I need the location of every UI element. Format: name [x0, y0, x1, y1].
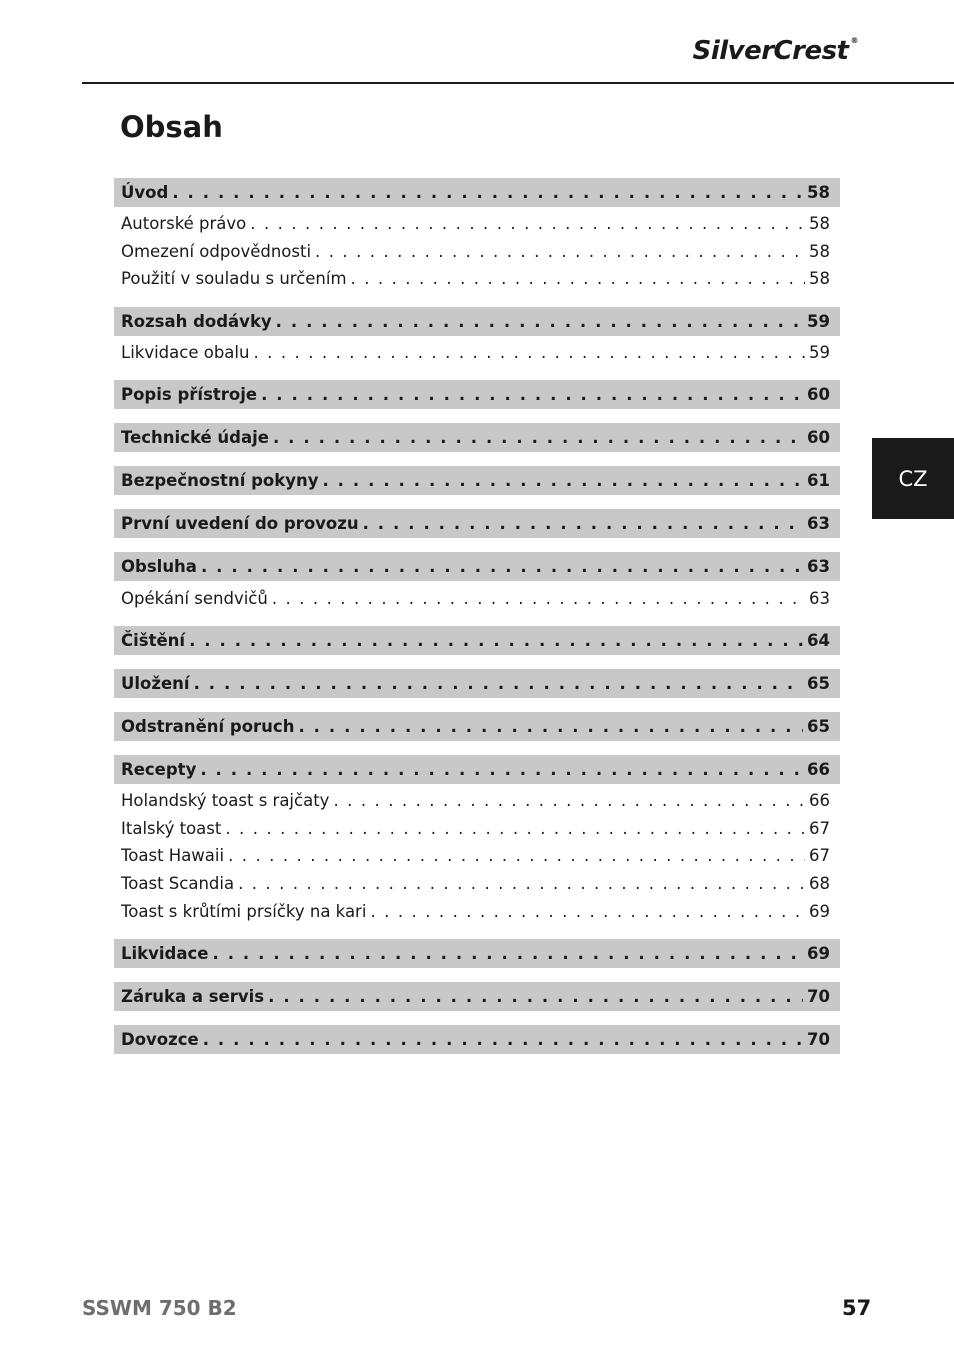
toc-chapter-entry[interactable]: [114, 712, 840, 741]
toc-chapter-entry[interactable]: [114, 380, 840, 409]
chapter-title: Bezpečnostní pokyny: [121, 471, 319, 491]
chapter-page: 64: [807, 630, 830, 650]
subsection-title: Omezení odpovědnosti: [121, 241, 312, 261]
toc-subsection-entry[interactable]: [121, 870, 830, 898]
toc-chapter-entry[interactable]: [114, 178, 840, 207]
subsection-page: 67: [809, 818, 830, 838]
page-number: 57: [842, 1296, 872, 1320]
toc-chapter-entry[interactable]: [114, 552, 840, 581]
chapter-page: 61: [807, 471, 830, 491]
dot-leader: [238, 874, 805, 893]
chapter-title: Uložení: [121, 673, 190, 693]
toc-subsection-entry[interactable]: [121, 238, 830, 266]
chapter-title: Obsluha: [121, 557, 197, 577]
subsection-page: 63: [809, 588, 830, 608]
subsection-title: Likvidace obalu: [121, 343, 250, 363]
chapter-page: 63: [807, 557, 830, 577]
toc-section: [114, 307, 840, 367]
subsection-page: 58: [809, 269, 830, 289]
subsection-title: Toast Scandia: [121, 874, 235, 894]
dot-leader: [172, 183, 803, 202]
dot-leader: [228, 846, 805, 865]
chapter-page: 69: [807, 943, 830, 963]
subsection-page: 66: [809, 791, 830, 811]
chapter-title: Odstranění poruch: [121, 716, 295, 736]
subsection-title: Opékání sendvičů: [121, 588, 268, 608]
dot-leader: [322, 471, 803, 490]
chapter-title: Recepty: [121, 759, 197, 779]
dot-leader: [201, 557, 803, 576]
model-number: SSWM 750 B2: [82, 1296, 237, 1320]
toc-section: [114, 423, 840, 452]
toc-chapter-entry[interactable]: [114, 669, 840, 698]
chapter-page: 60: [807, 385, 830, 405]
toc-section: [114, 626, 840, 655]
toc-section: [114, 939, 840, 968]
subsection-title: Toast s krůtími prsíčky na kari: [121, 901, 367, 921]
dot-leader: [298, 717, 803, 736]
dot-leader: [261, 385, 803, 404]
subsection-title: Toast Hawaii: [121, 846, 225, 866]
subsection-title: Holandský toast s rajčaty: [121, 791, 330, 811]
chapter-title: Čištění: [121, 630, 186, 650]
subsection-page: 69: [809, 901, 830, 921]
toc-section: [114, 380, 840, 409]
subsection-page: 58: [809, 241, 830, 261]
brand-logo: [693, 36, 858, 66]
toc-chapter-entry[interactable]: [114, 626, 840, 655]
toc-chapter-entry[interactable]: [114, 307, 840, 336]
chapter-title: Dovozce: [121, 1029, 199, 1049]
toc-subsection-entry[interactable]: [121, 842, 830, 870]
dot-leader: [250, 214, 805, 233]
toc-subsection-entry[interactable]: [121, 265, 830, 293]
table-of-contents: [114, 178, 840, 1068]
chapter-page: 70: [807, 986, 830, 1006]
subsection-page: 59: [809, 343, 830, 363]
chapter-page: 66: [807, 759, 830, 779]
subsection-page: 67: [809, 846, 830, 866]
toc-section: [114, 552, 840, 612]
toc-subsection-list: [114, 207, 840, 293]
dot-leader: [194, 674, 803, 693]
dot-leader: [203, 1030, 803, 1049]
dot-leader: [370, 902, 805, 921]
dot-leader: [272, 589, 805, 608]
toc-section: [114, 669, 840, 698]
toc-subsection-list: [114, 784, 840, 925]
dot-leader: [189, 631, 803, 650]
toc-subsection-entry[interactable]: [121, 815, 830, 843]
subsection-page: 68: [809, 874, 830, 894]
dot-leader: [276, 312, 803, 331]
chapter-page: 70: [807, 1029, 830, 1049]
brand-name: SilverCrest: [692, 36, 849, 66]
subsection-page: 58: [809, 214, 830, 234]
toc-chapter-entry[interactable]: [114, 1025, 840, 1054]
dot-leader: [253, 343, 805, 362]
dot-leader: [273, 428, 803, 447]
chapter-page: 58: [807, 183, 830, 202]
toc-subsection-entry[interactable]: [121, 787, 830, 815]
toc-section: [114, 466, 840, 495]
toc-section: [114, 178, 840, 293]
toc-subsection-entry[interactable]: [121, 897, 830, 925]
chapter-page: 63: [807, 514, 830, 534]
dot-leader: [212, 944, 803, 963]
chapter-title: Záruka a servis: [121, 986, 265, 1006]
toc-subsection-list: [114, 581, 840, 612]
chapter-page: 65: [807, 716, 830, 736]
toc-subsection-entry[interactable]: [121, 210, 830, 238]
toc-chapter-entry[interactable]: [114, 423, 840, 452]
toc-chapter-entry[interactable]: [114, 466, 840, 495]
chapter-title: Rozsah dodávky: [121, 311, 272, 331]
subsection-title: Použití v souladu s určením: [121, 269, 347, 289]
chapter-title: Likvidace: [121, 943, 209, 963]
toc-section: [114, 982, 840, 1011]
dot-leader: [363, 514, 803, 533]
subsection-title: Autorské právo: [121, 214, 247, 234]
toc-subsection-list: [114, 336, 840, 367]
chapter-title: Technické údaje: [121, 428, 269, 448]
toc-subsection-entry[interactable]: [121, 584, 830, 612]
subsection-title: Italský toast: [121, 818, 222, 838]
toc-chapter-entry[interactable]: [114, 509, 840, 538]
toc-chapter-entry[interactable]: [114, 755, 840, 784]
chapter-page: 59: [807, 311, 830, 331]
chapter-title: První uvedení do provozu: [121, 514, 359, 534]
toc-section: [114, 1025, 840, 1054]
language-tab-label: CZ: [898, 466, 928, 491]
page-title: Obsah: [120, 110, 223, 144]
chapter-title: Popis přístroje: [121, 385, 258, 405]
toc-subsection-entry[interactable]: [121, 339, 830, 367]
language-tab: [872, 438, 954, 519]
dot-leader: [268, 987, 803, 1006]
toc-section: [114, 755, 840, 925]
chapter-page: 65: [807, 673, 830, 693]
toc-section: [114, 509, 840, 538]
dot-leader: [315, 242, 805, 261]
header-rule: [82, 82, 954, 84]
dot-leader: [225, 819, 805, 838]
dot-leader: [333, 791, 805, 810]
chapter-page: 60: [807, 428, 830, 448]
toc-chapter-entry[interactable]: [114, 982, 840, 1011]
dot-leader: [200, 760, 803, 779]
toc-section: [114, 712, 840, 741]
dot-leader: [351, 269, 805, 288]
toc-chapter-entry[interactable]: [114, 939, 840, 968]
registered-mark: ®: [850, 36, 858, 45]
chapter-title: Úvod: [121, 183, 169, 202]
